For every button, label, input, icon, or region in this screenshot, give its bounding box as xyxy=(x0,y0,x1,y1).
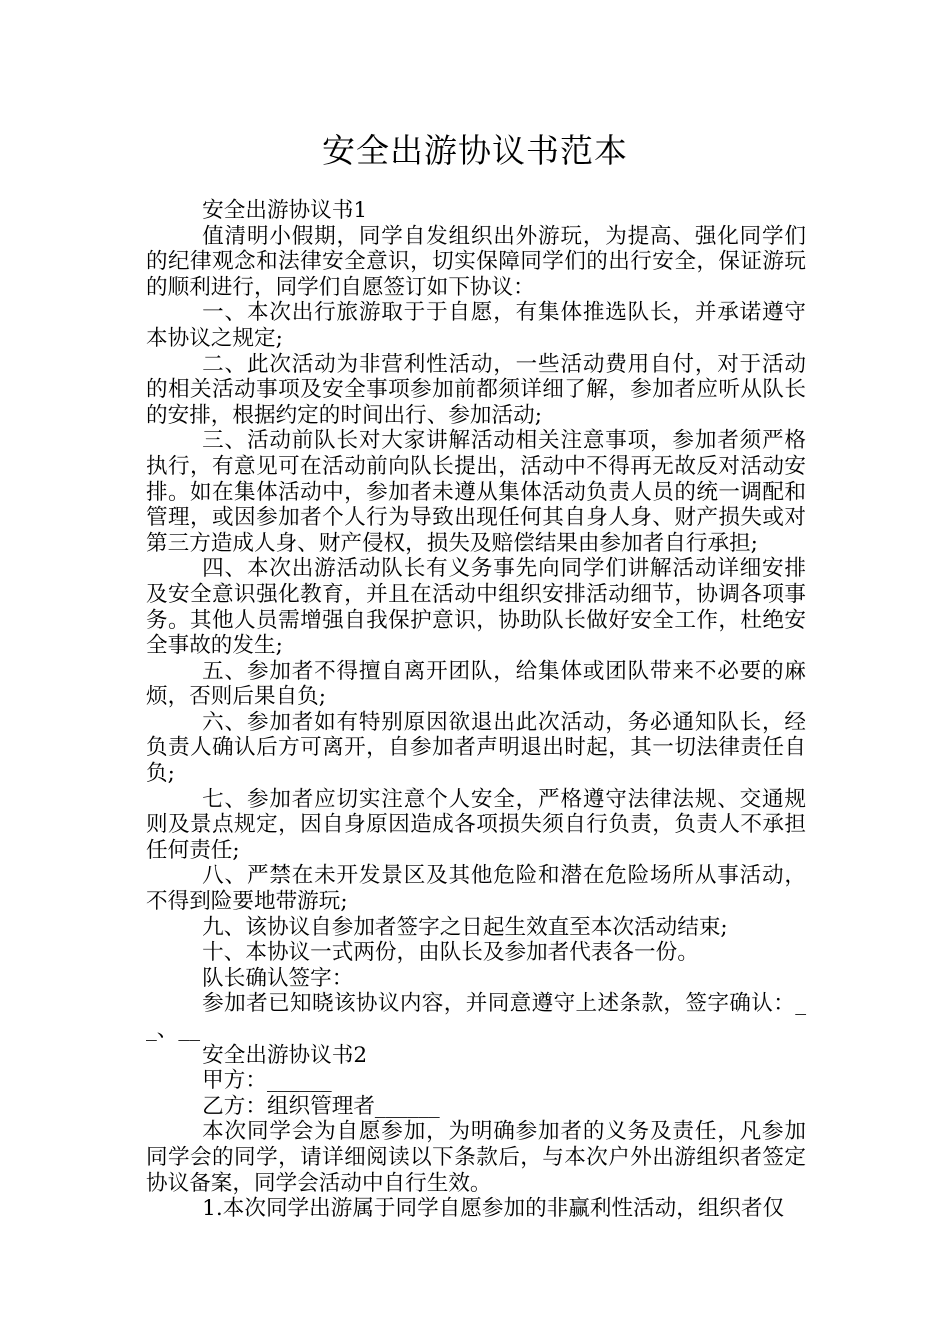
leader-signature-line: 队长确认签字： xyxy=(202,965,354,991)
clause-5: 五、参加者不得擅自离开团队，给集体或团队带来不必要的麻烦，否则后果自负; xyxy=(146,658,806,710)
clause-8: 八、严禁在未开发景区及其他危险和潜在危险场所从事活动，不得到险要地带游玩; xyxy=(146,863,806,915)
participant-signature-line: 参加者已知晓该协议内容，并同意遵守上述条款，签字确认：__、__ xyxy=(146,991,806,1042)
agreement-2-intro: 本次同学会为自愿参加，为明确参加者的义务及责任，凡参加同学会的同学，请详细阅读以下条款后，与本次户外出游组织者签定协议备案，同学会活动中自行生效。 xyxy=(146,1119,806,1196)
intro-paragraph: 值清明小假期，同学自发组织出外游玩，为提高、强化同学们的纪律观念和法律安全意识，切实保障同学们的出行安全，保证游玩的顺利进行，同学们自愿签订如下协议： xyxy=(146,223,806,300)
clause-9: 九、该协议自参加者签字之日起生效直至本次活动结束; xyxy=(202,914,728,940)
section-heading-1: 安全出游协议书1 xyxy=(202,198,368,223)
party-b-line: 乙方：组织管理者______ xyxy=(202,1093,440,1119)
party-a-line: 甲方：______ xyxy=(202,1068,332,1094)
clause-7: 七、参加者应切实注意个人安全，严格遵守法律法规、交通规则及景点规定，因自身原因造成各项损失须自行负责，负责人不承担任何责任; xyxy=(146,786,806,863)
clause-2: 二、此次活动为非营利性活动，一些活动费用自付，对于活动的相关活动事项及安全事项参加前都须详细了解，参加者应听从队长的安排，根据约定的时间出行、参加活动; xyxy=(146,351,806,428)
document-body xyxy=(146,198,806,1222)
clause-4: 四、本次出游活动队长有义务事先向同学们讲解活动详细安排及安全意识强化教育，并且在活动中组织安排活动细节，协调各项事务。其他人员需增强自我保护意识，协助队长做好安全工作，杜绝安全事故的发生; xyxy=(146,556,806,659)
clause-10: 十、本协议一式两份，由队长及参加者代表各一份。 xyxy=(202,940,699,966)
clause-6: 六、参加者如有特别原因欲退出此次活动，务必通知队长，经负责人确认后方可离开，自参加者声明退出时起，其一切法律责任自负; xyxy=(146,709,806,787)
agreement-2-clause-1: 1.本次同学出游属于同学自愿参加的非赢利性活动，组织者仅 xyxy=(202,1196,785,1222)
section-heading-2: 安全出游协议书2 xyxy=(202,1042,368,1068)
clause-1: 一、本次出行旅游取于于自愿，有集体推选队长，并承诺遵守本协议之规定; xyxy=(146,300,806,351)
document-title: 安全出游协议书范本 xyxy=(322,131,628,170)
clause-3: 三、活动前队长对大家讲解活动相关注意事项，参加者须严格执行，有意见可在活动前向队长提出，活动中不得再无故反对活动安排。如在集体活动中，参加者未遵从集体活动负责人员的统一调配和管理，或因参加者个人行为导致出现任何其自身人身、财产损失或对第三方造成人身、财产侵权，损失及赔偿结果由参加者自行承担; xyxy=(146,428,806,556)
